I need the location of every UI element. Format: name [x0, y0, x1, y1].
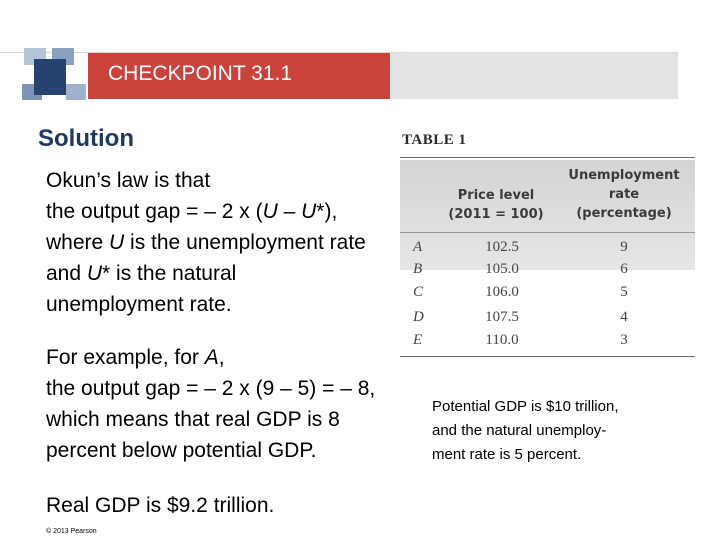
unemployment-cell: 4: [620, 309, 628, 325]
unemployment-cell: 9: [620, 239, 628, 255]
price-level-cell: 102.5: [485, 239, 519, 255]
table-row: [400, 309, 695, 331]
table-label: TABLE 1: [402, 132, 467, 148]
text-line: percent below potential GDP.: [46, 439, 317, 462]
unemployment-cell: 3: [620, 332, 628, 348]
unemployment-cell: 6: [620, 261, 628, 277]
unemployment-cell: 5: [620, 284, 628, 300]
text-segment: * is the natural: [102, 262, 237, 285]
text-italic: A: [204, 346, 219, 369]
example-paragraph: [46, 342, 375, 466]
potential-gdp-note: [432, 395, 618, 467]
price-level-cell: 107.5: [485, 309, 519, 325]
text-italic: U: [109, 231, 125, 254]
logo-square: [66, 84, 86, 100]
text-segment: –: [277, 200, 302, 223]
text-segment: *),: [316, 200, 338, 223]
text-segment: and: [46, 262, 87, 285]
price-level-cell: 105.0: [485, 261, 519, 277]
table-row: [400, 284, 695, 306]
note-line: and the natural unemploy-: [432, 422, 607, 439]
table-bottom-rule: [400, 356, 695, 357]
copyright-notice: © 2013 Pearson: [46, 528, 97, 535]
slide-title: CHECKPOINT 31.1: [108, 62, 293, 85]
text-italic: U: [86, 262, 103, 285]
table-row: [400, 261, 695, 283]
header-line: rate: [608, 187, 640, 202]
table-1: [400, 126, 695, 362]
text-line: Okun’s law is that: [46, 169, 211, 192]
header-line: Price level: [457, 188, 535, 203]
okun-law-paragraph: [46, 165, 366, 320]
note-line: Potential GDP is $10 trillion,: [432, 398, 619, 415]
text-line: [46, 196, 366, 227]
real-gdp-line: Real GDP is $9.2 trillion.: [46, 494, 275, 517]
row-label: C: [413, 284, 424, 300]
table-row: [400, 239, 695, 261]
note-line: ment rate is 5 percent.: [432, 446, 582, 463]
table-header-rule: [400, 232, 695, 233]
text-line: which means that real GDP is 8: [46, 408, 340, 431]
header-line: Unemployment: [568, 168, 680, 183]
text-line: unemployment rate.: [46, 293, 232, 316]
logo-squares: [20, 48, 90, 100]
price-level-cell: 110.0: [485, 332, 519, 348]
header-gray-strip: [390, 53, 678, 99]
row-label: B: [413, 261, 423, 277]
solution-heading: Solution: [38, 125, 134, 152]
row-label: E: [413, 332, 423, 348]
header-line: (2011 = 100): [448, 207, 544, 222]
column-header-price: [448, 186, 544, 224]
column-header-unemployment: [560, 166, 688, 223]
table-top-rule: [400, 157, 695, 158]
row-label: D: [413, 309, 424, 325]
row-label: A: [413, 239, 423, 255]
header-line: (percentage): [576, 206, 672, 221]
text-segment: where: [46, 231, 110, 254]
text-segment: ,: [218, 346, 225, 369]
text-segment: is the unemployment rate: [124, 231, 366, 254]
text-line: [46, 258, 366, 289]
text-italic: U: [262, 200, 278, 223]
text-line: [46, 342, 375, 373]
text-segment: For example, for: [46, 346, 205, 369]
price-level-cell: 106.0: [485, 284, 519, 300]
text-line: [46, 227, 366, 258]
logo-square: [34, 59, 66, 95]
table-row: [400, 332, 695, 354]
text-italic: U: [301, 200, 317, 223]
text-line: the output gap = – 2 x (9 – 5) = – 8,: [46, 377, 376, 400]
text-segment: the output gap = – 2 x (: [46, 200, 263, 223]
